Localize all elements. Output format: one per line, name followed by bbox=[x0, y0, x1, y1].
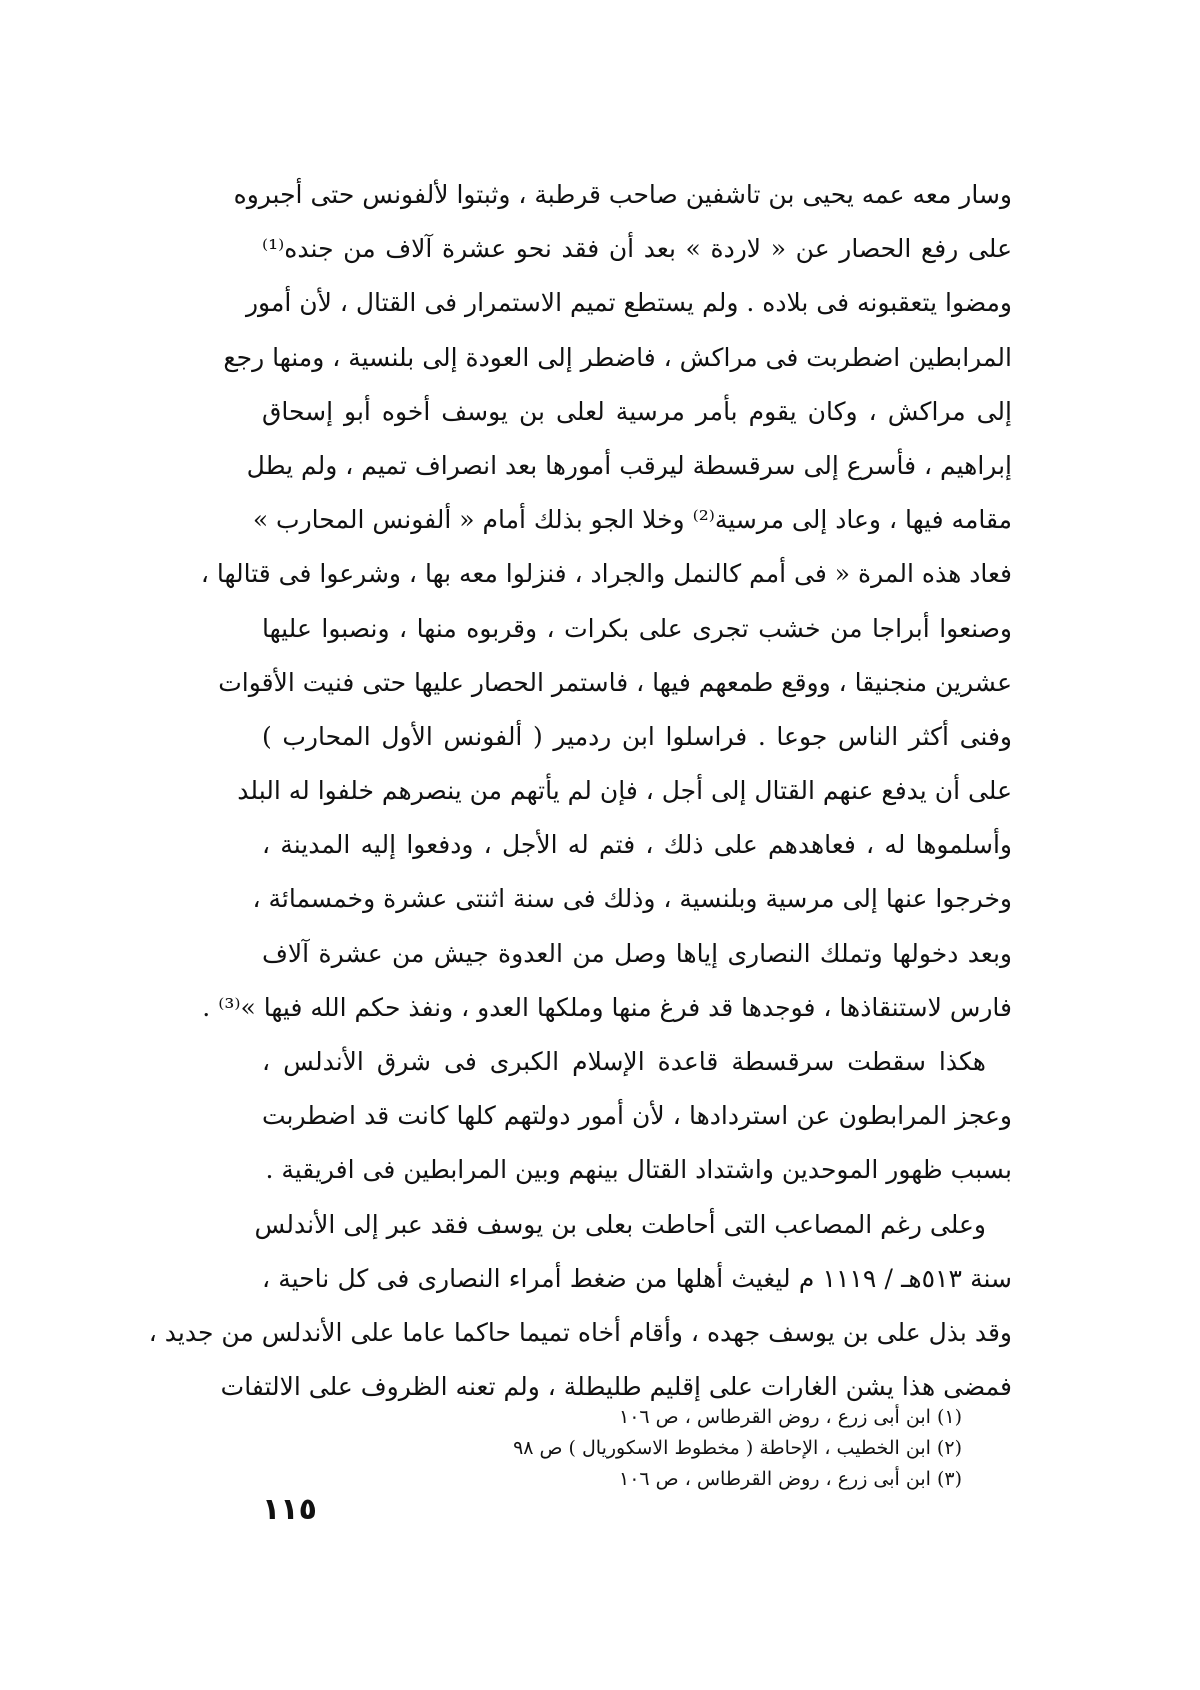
text-line: وعجز المرابطون عن استردادها ، لأن أمور دولتهم كلها كانت قد اضطربت bbox=[262, 1101, 1012, 1131]
text-line: وسار معه عمه يحيى بن تاشفين صاحب قرطبة ، وثبتوا لألفونس حتى أجبروه bbox=[233, 180, 1012, 209]
page-number: ١١٥ bbox=[262, 1492, 317, 1527]
body-text bbox=[148, 168, 1013, 1414]
text-line: وأسلموها له ، فعاهدهم على ذلك ، فتم له الأجل ، ودفعوا إليه المدينة ، bbox=[262, 830, 1012, 860]
paragraph-start-line: هكذا سقطت سرقسطة قاعدة الإسلام الكبرى فى شرق الأندلس ، bbox=[262, 1047, 986, 1076]
text-line: ومضوا يتعقبونه فى بلاده . ولم يستطع تميم الاستمرار فى القتال ، لأن أمور bbox=[245, 288, 1012, 318]
text-line: وقد بذل على بن يوسف جهده ، وأقام أخاه تميما حاكما عاما على الأندلس من جديد ، bbox=[148, 1317, 1012, 1347]
text-line: مقامه فيها ، وعاد إلى مرسية⁽²⁾ وخلا الجو بذلك أمام « ألفونس المحارب » bbox=[252, 505, 1012, 535]
paragraph-start-line: وعلى رغم المصاعب التى أحاطت بعلى بن يوسف فقد عبر إلى الأندلس bbox=[254, 1209, 986, 1239]
text-line: بسبب ظهور الموحدين واشتداد القتال بينهم وبين المرابطين فى افريقية . bbox=[265, 1155, 1012, 1185]
footnotes bbox=[450, 1402, 962, 1495]
text-line: سنة ٥١٣هـ / ١١١٩ م ليغيث أهلها من ضغط أمراء النصارى فى كل ناحية ، bbox=[262, 1263, 1013, 1293]
text-line: إلى مراكش ، وكان يقوم بأمر مرسية لعلى بن يوسف أخوه أبو إسحاق bbox=[262, 396, 1012, 426]
footnote: (٣) ابن أبى زرع ، روض القرطاس ، ص ١٠٦ bbox=[619, 1468, 962, 1490]
text-line: إبراهيم ، فأسرع إلى سرقسطة ليرقب أمورها بعد انصراف تميم ، ولم يطل bbox=[246, 450, 1012, 480]
text-line: وصنعوا أبراجا من خشب تجرى على بكرات ، وقربوه منها ، ونصبوا عليها bbox=[262, 613, 1012, 643]
text-line: فمضى هذا يشن الغارات على إقليم طليطلة ، ولم تعنه الظروف على الالتفات bbox=[220, 1372, 1012, 1402]
text-line: فارس لاستنقاذها ، فوجدها قد فرغ منها وملكها العدو ، ونفذ حكم الله فيها »⁽³⁾ . bbox=[202, 992, 1012, 1022]
footnote: (١) ابن أبى زرع ، روض القرطاس ، ص ١٠٦ bbox=[619, 1406, 962, 1428]
text-line: عشرين منجنيقا ، ووقع طمعهم فيها ، فاستمر الحصار عليها حتى فنيت الأقوات bbox=[218, 667, 1012, 697]
text-line: فعاد هذه المرة « فى أمم كالنمل والجراد ، فنزلوا معه بها ، وشرعوا فى قتالها ، bbox=[200, 559, 1012, 589]
text-line: وخرجوا عنها إلى مرسية وبلنسية ، وذلك فى سنة اثنتى عشرة وخمسمائة ، bbox=[252, 884, 1012, 914]
text-line: وفنى أكثر الناس جوعا . فراسلوا ابن ردمير ( ألفونس الأول المحارب ) bbox=[262, 721, 1012, 751]
text-line: وبعد دخولها وتملك النصارى إياها وصل من العدوة جيش من عشرة آلاف bbox=[262, 938, 1012, 968]
text-line: على أن يدفع عنهم القتال إلى أجل ، فإن لم يأتهم من ينصرهم خلفوا له البلد bbox=[237, 776, 1012, 806]
footnote: (٢) ابن الخطيب ، الإحاطة ( مخطوط الاسكوريال ) ص ٩٨ bbox=[513, 1437, 962, 1459]
text-line: على رفع الحصار عن « لاردة » بعد أن فقد نحو عشرة آلاف من جنده⁽¹⁾ bbox=[262, 234, 1012, 264]
text-line: المرابطين اضطربت فى مراكش ، فاضطر إلى العودة إلى بلنسية ، ومنها رجع bbox=[223, 342, 1012, 372]
